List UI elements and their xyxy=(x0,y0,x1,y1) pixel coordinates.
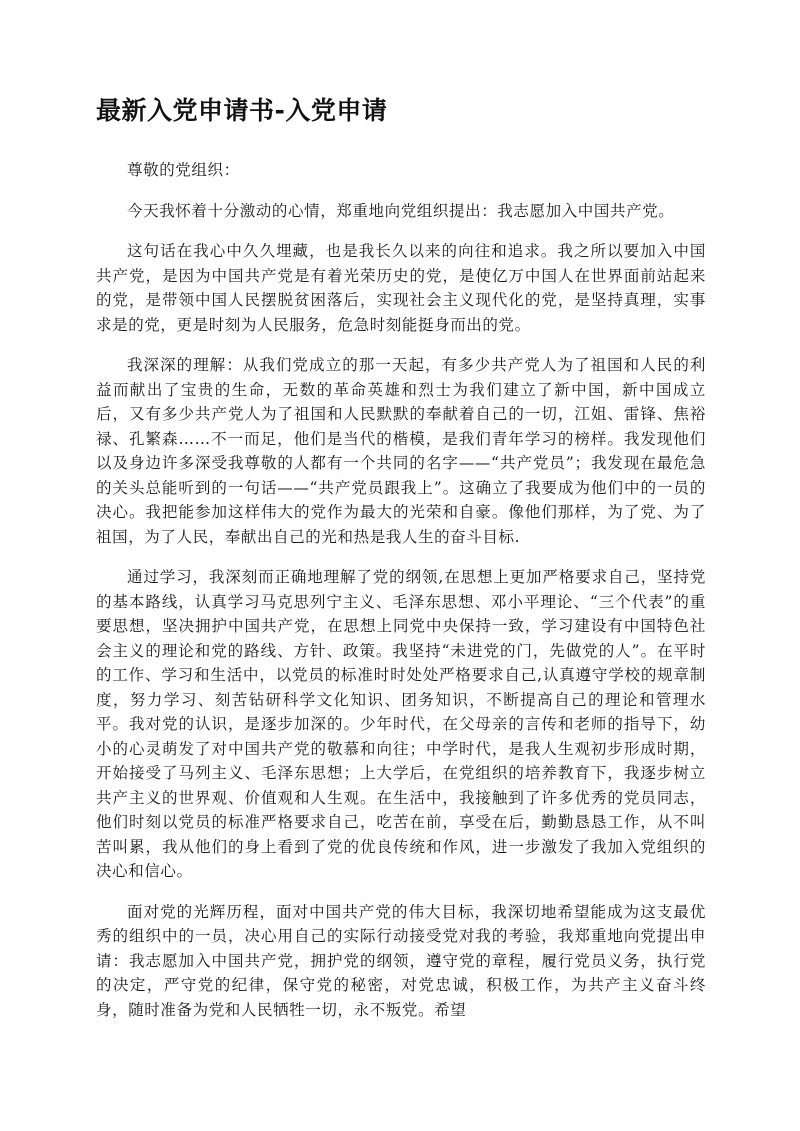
body-paragraph: 今天我怀着十分激动的心情，郑重地向党组织提出：我志愿加入中国共产党。 xyxy=(127,201,675,220)
salutation-paragraph: 尊敬的党组织： xyxy=(127,161,240,179)
body-paragraph: 面对党的光辉历程，面对中国共产党的伟大目标，我深切地希望能成为这支最优秀的组织中的一员，决心用自己的实际行动接受党对我的考验，我郑重地向党提出申请：我志愿加入中国共产党，拥护党的纲领，遵守党的章程，履行党员义务，执行党的决定，严守党的纪律，保守党的秘密，对党忠诚，积极工作，为共产主义奋斗终身，随时准备为党和人民牺牲一切，永不叛党。希望 xyxy=(96,902,706,1019)
document-title: 最新入党申请书-入党申请 xyxy=(96,96,388,125)
document-body xyxy=(96,158,706,1038)
body-paragraph: 这句话在我心中久久埋藏，也是我长久以来的向往和追求。我之所以要加入中国共产党，是因为中国共产党是有着光荣历史的党，是使亿万中国人在世界面前站起来的党，是带领中国人民摆脱贫困落后，实现社会主义现代化的党，是坚持真理，实事求是的党，更是时刻为人民服务，危急时刻能挺身而出的党。 xyxy=(96,242,706,334)
body-paragraph: 我深深的理解：从我们党成立的那一天起，有多少共产党人为了祖国和人民的利益而献出了宝贵的生命，无数的革命英雄和烈士为我们建立了新中国，新中国成立后，又有多少共产党人为了祖国和人民默默的奉献着自己的一切，江姐、雷锋、焦裕禄、孔繁森……不一而足，他们是当代的楷模，是我们青年学习的榜样。我发现他们以及身边许多深受我尊敬的人都有一个共同的名字——“共产党员”；我发现在最危急的关头总能听到的一句话——“共产党员跟我上”。这确立了我要成为他们中的一员的决心。我把能参加这样伟大的党作为最大的光荣和自豪。像他们那样，为了党、为了祖国，为了人民，奉献出自己的光和热是我人生的奋斗目标. xyxy=(96,356,706,546)
body-paragraph: 通过学习，我深刻而正确地理解了党的纲领,在思想上更加严格要求自己，坚持党的基本路线，认真学习马克思列宁主义、毛泽东思想、邓小平理论、“三个代表”的重要思想，坚决拥护中国共产党，在思想上同党中央保持一致，学习建设有中国特色社会主义的理论和党的路线、方针、政策。我坚持“未进党的门，先做党的人”。在平时的工作、学习和生活中，以党员的标准时时处处严格要求自己,认真遵守学校的规章制度，努力学习、刻苦钻研科学文化知识、团务知识，不断提高自己的理论和管理水平。我对党的认识，是逐步加深的。少年时代，在父母亲的言传和老师的指导下，幼小的心灵萌发了对中国共产党的敬慕和向往；中学时代，是我人生观初步形成时期，开始接受了马列主义、毛泽东思想；上大学后，在党组织的培养教育下，我逐步树立共产主义的世界观、价值观和人生观。在生活中，我接触到了许多优秀的党员同志，他们时刻以党员的标准严格要求自己，吃苦在前，享受在后，勤勤恳恳工作，从不叫苦叫累，我从他们的身上看到了党的优良传统和作风，进一步激发了我加入党组织的决心和信心。 xyxy=(96,568,706,880)
